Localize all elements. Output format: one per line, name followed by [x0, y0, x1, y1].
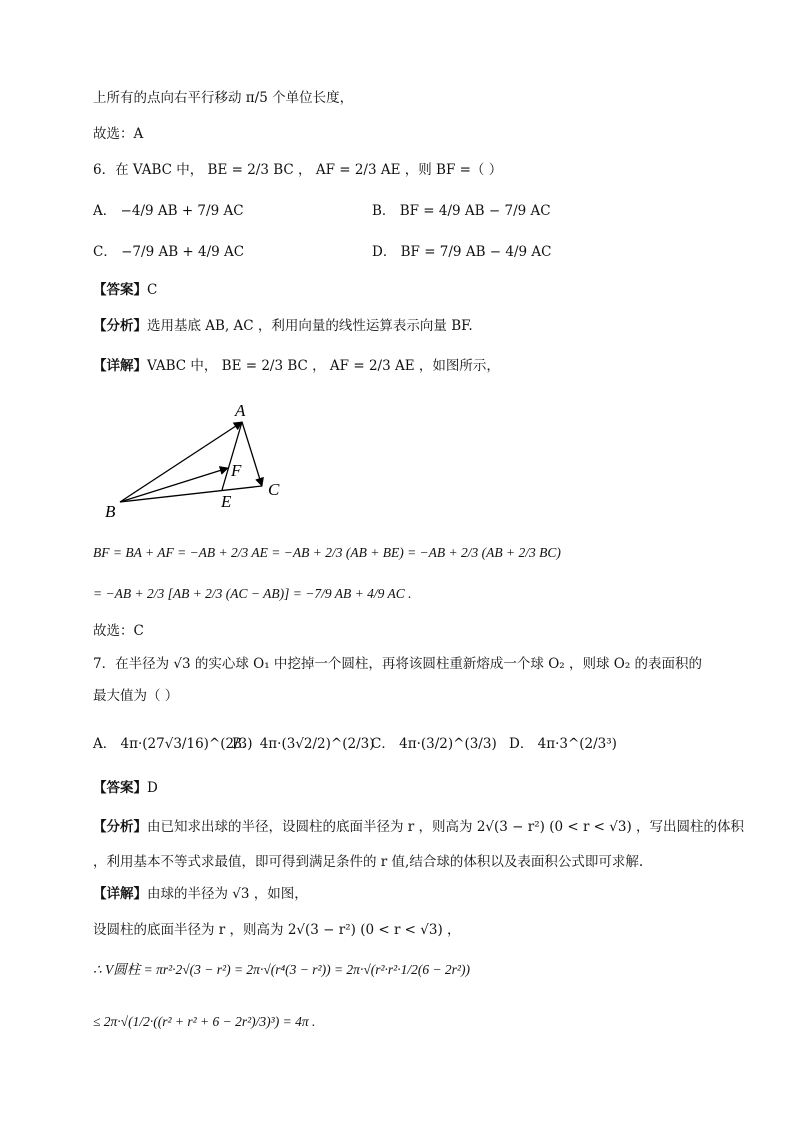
q7-analysis-line-2: ，利用基本不等式求最值，即可得到满足条件的 r 值,结合球的体积以及表面积公式即可求解.: [93, 854, 644, 870]
vector-AC: [242, 422, 262, 486]
detail-tag: 【详解】: [93, 886, 147, 902]
question-7-line-2: 最大值为（ ）: [93, 688, 179, 704]
answer-tag: 【答案】: [93, 780, 147, 796]
q6-equation-1: BF = BA + AF = −AB + 2/3 AE = −AB + 2/3 (AB + BE) = −AB + 2/3 (AB + 2/3 BC): [93, 545, 561, 560]
question-7-line-1: 7．在半径为 √3 的实心球 O₁ 中挖掉一个圆柱，再将该圆柱重新熔成一个球 O₂ ，则球 O₂ 的表面积的: [93, 656, 703, 672]
text-line-shift: 上所有的点向右平行移动 π/5 个单位长度，: [93, 90, 354, 106]
q7-option-d: D． 4π·3^(2/3³): [509, 736, 617, 752]
text-line-choice-c: 故选：C: [93, 623, 144, 639]
text-line-choice-a: 故选：A: [93, 126, 144, 142]
analysis-tag: 【分析】: [93, 318, 147, 334]
q7-equation-2: ≤ 2π·√(1/2·((r² + r² + 6 − 2r²)/3)³) = 4π .: [93, 1014, 316, 1029]
answer-value: D: [147, 780, 158, 796]
detail-tag: 【详解】: [93, 358, 147, 374]
q7-setup: 设圆柱的底面半径为 r ，则高为 2√(3 − r²) (0 < r < √3) ，: [93, 922, 461, 938]
analysis-text: 由已知求出球的半径，设圆柱的底面半径为 r ，则高为 2√(3 − r²) (0 < r < √3) ，写出圆柱的体积: [147, 819, 745, 835]
label-A: A: [235, 401, 246, 420]
q7-option-b: B． 4π·(3√2/2)^(2/3): [232, 736, 375, 752]
q7-answer: [93, 778, 158, 798]
q7-equation-1: ∴ V圆柱 = πr²·2√(3 − r²) = 2π·√(r⁴(3 − r²)) = 2π·√(r²·r²·1/2(6 − 2r²)): [93, 962, 470, 977]
q7-option-a: A． 4π·(27√3/16)^(2/3): [93, 736, 253, 752]
label-F: F: [231, 461, 242, 480]
answer-tag: 【答案】: [93, 282, 147, 298]
analysis-text: 选用基底 AB, AC ，利用向量的线性运算表示向量 BF.: [147, 318, 473, 334]
vector-BF: [120, 468, 228, 502]
q6-option-a: A． −4/9 AB + 7/9 AC: [93, 203, 244, 219]
analysis-tag: 【分析】: [93, 819, 147, 835]
label-B: B: [105, 502, 116, 521]
question-6: 6．在 VABC 中， BE = 2/3 BC ， AF = 2/3 AE ，则 BF =（ ）: [93, 162, 503, 178]
detail-text: 由球的半径为 √3 ，如图，: [147, 886, 308, 902]
q6-option-d: D． BF = 7/9 AB − 4/9 AC: [372, 244, 552, 260]
q6-answer: [93, 280, 157, 300]
q6-option-c: C． −7/9 AB + 4/9 AC: [93, 244, 245, 260]
q7-detail: [93, 884, 308, 904]
q7-analysis-line-1: [93, 817, 744, 837]
q6-detail: [93, 356, 500, 376]
label-C: C: [268, 480, 280, 499]
triangle-figure: [100, 398, 300, 523]
label-E: E: [221, 492, 232, 511]
q7-option-c: C． 4π·(3/2)^(3/3): [371, 736, 497, 752]
q6-option-b: B． BF = 4/9 AB − 7/9 AC: [372, 203, 551, 219]
detail-text: VABC 中， BE = 2/3 BC ， AF = 2/3 AE ，如图所示，: [147, 358, 500, 374]
q6-analysis: [93, 316, 473, 336]
answer-value: C: [147, 282, 158, 298]
q6-equation-2: = −AB + 2/3 [AB + 2/3 (AC − AB)] = −7/9 AB + 4/9 AC .: [93, 586, 412, 601]
